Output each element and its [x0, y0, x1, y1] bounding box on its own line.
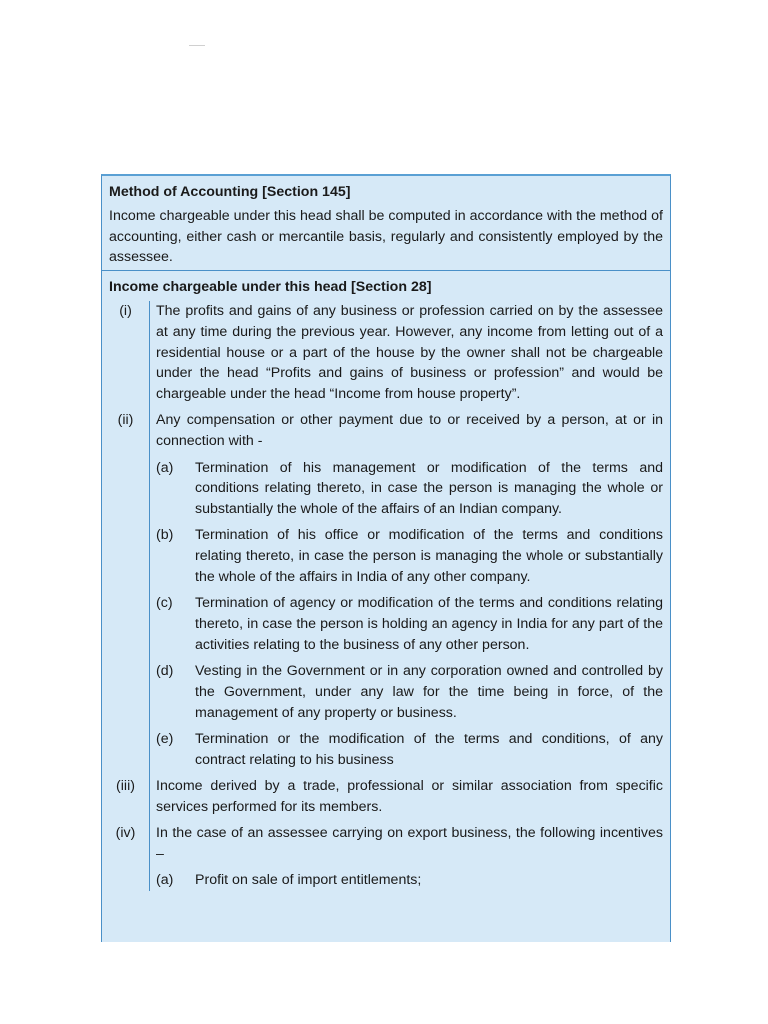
sub-item	[156, 525, 663, 587]
sub-item-text: Termination of agency or modification of the terms and conditions relating thereto, in case the person is holding an agency in India for any part of the activities relating to the business of any other person.	[195, 595, 663, 653]
sub-item	[156, 729, 663, 771]
sub-item-text: Termination of his management or modification of the terms and conditions relating thereto, in case the person is managing the whole or substantially the whole of the affairs of an Indian company.	[195, 459, 663, 518]
item-text: The profits and gains of any business or profession carried on by the assessee at any time during the previous year. However, any income from letting out of a residential house or a part of the house by the owner shall not be chargeable under the head “Profits and gains of business or profession” and would be chargeable under the head “Income from house property”.	[156, 302, 663, 403]
item-number: (ii)	[117, 412, 134, 429]
sub-item-number: (b)	[156, 527, 174, 544]
sub-item-number: (d)	[156, 663, 174, 680]
sub-item-number: (a)	[156, 459, 174, 476]
list-item	[102, 301, 670, 405]
page-mark	[189, 45, 205, 46]
sub-item-text: Termination of his office or modification of the terms and conditions relating thereto, in case the person is managing the whole or substantially the whole of the affairs in India of any other company.	[195, 527, 663, 586]
income-list	[102, 301, 670, 891]
item-number: (i)	[119, 302, 132, 319]
sub-item-number: (c)	[156, 595, 173, 612]
section-heading-income: Income chargeable under this head [Section 28]	[109, 279, 432, 296]
sub-item	[156, 661, 663, 723]
list-item	[102, 410, 670, 770]
sub-item	[156, 870, 663, 891]
sub-item	[156, 593, 663, 655]
sub-item-number: (a)	[156, 872, 174, 889]
sub-item-text: Vesting in the Government or in any corporation owned and controlled by the Government, under any law for the time being in force, of the management of any property or business.	[195, 663, 663, 721]
section-heading-accounting: Method of Accounting [Section 145]	[109, 184, 351, 200]
list-item	[102, 776, 670, 818]
sub-item-text: Termination or the modification of the terms and conditions, of any contract relating to his business	[195, 731, 663, 768]
list-item	[102, 823, 670, 891]
item-text: Any compensation or other payment due to or received by a person, at or in connection with -	[156, 412, 663, 450]
sub-item-text: Profit on sale of import entitlements;	[195, 872, 422, 889]
item-text: In the case of an assessee carrying on export business, the following incentives –	[156, 825, 663, 863]
item-number: (iv)	[115, 825, 136, 842]
sub-item-number: (e)	[156, 731, 174, 748]
section-text-accounting: Income chargeable under this head shall be computed in accordance with the method of accounting, either cash or mercantile basis, regularly and consistently employed by the assessee.	[109, 207, 663, 266]
item-text: Income derived by a trade, professional or similar association from specific services performed for its members.	[156, 778, 663, 816]
list-column-divider	[149, 301, 150, 891]
sub-item	[156, 458, 663, 520]
content-box	[101, 174, 671, 942]
item-number: (iii)	[116, 778, 135, 795]
